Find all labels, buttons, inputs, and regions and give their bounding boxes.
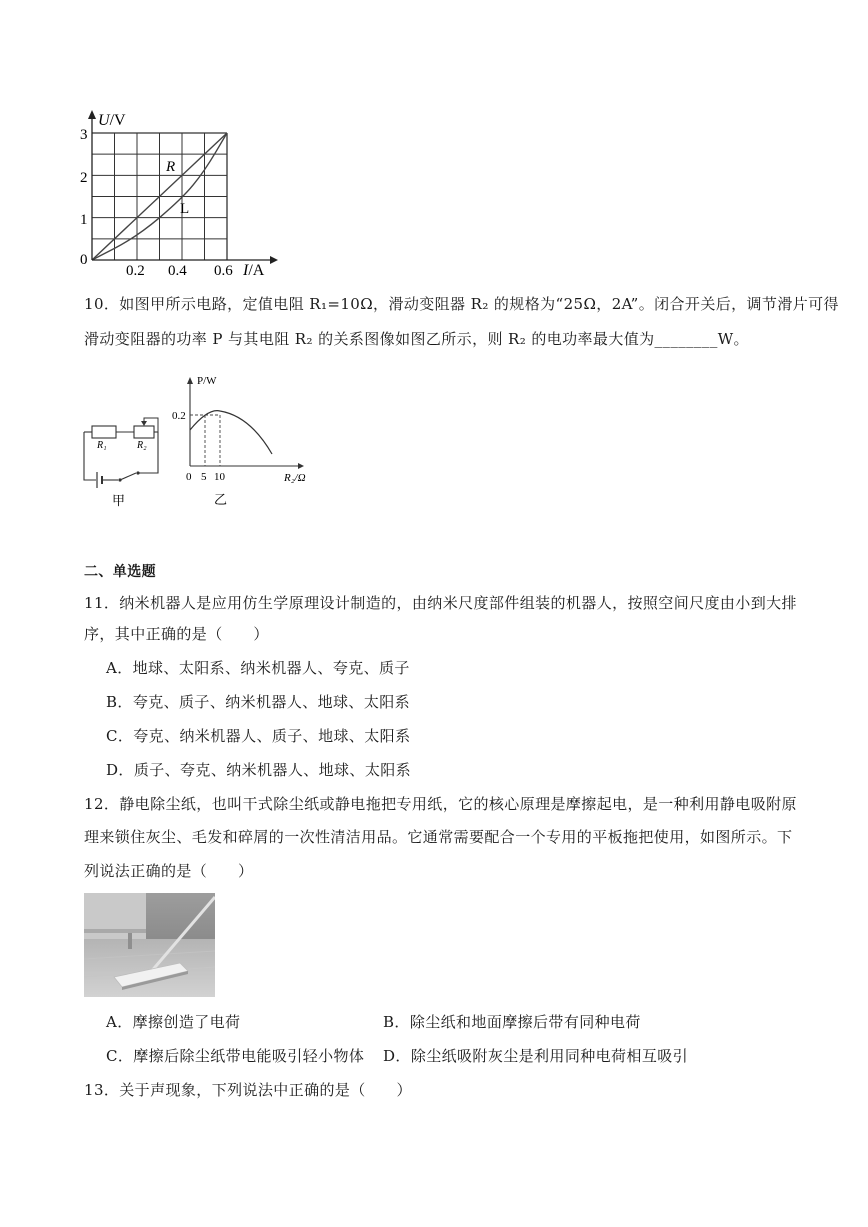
r2-label: R₂ [137, 440, 147, 451]
caption-jia: 甲 [112, 493, 126, 508]
y-axis-arrow [88, 110, 96, 119]
rheostat-r2 [134, 426, 154, 438]
y-tick-label: 2 [80, 170, 88, 186]
caption-yi: 乙 [214, 492, 228, 507]
curve-l-label: L [180, 201, 190, 217]
x-tick-label: 0.2 [126, 263, 145, 279]
power-resistance-graph [170, 368, 330, 508]
q12-option-a: A．摩擦创造了电荷 [106, 1013, 241, 1031]
q12-option-c: C．摩擦后除尘纸带电能吸引轻小物体 [106, 1047, 365, 1065]
q11-text-line-2: 序，其中正确的是（ ） [84, 625, 269, 643]
q10-text-line-1: 10．如图甲所示电路，定值电阻 R₁=10Ω，滑动变阻器 R₂ 的规格为“25Ω，2A”。闭合开关后，调节滑片可得 [84, 295, 839, 313]
q11-option-a: A．地球、太阳系、纳米机器人、夸克、质子 [106, 659, 410, 677]
x-tick-label: 0.4 [168, 263, 187, 279]
q13-text-line-1: 13．关于声现象，下列说法中正确的是（ ） [84, 1081, 412, 1099]
q12-option-b: B．除尘纸和地面摩擦后带有同种电荷 [383, 1013, 641, 1031]
q10-text-line-2: 滑动变阻器的功率 P 与其电阻 R₂ 的关系图像如图乙所示，则 R₂ 的电功率最大值为________W。 [84, 330, 749, 348]
y-tick-label: 0 [80, 252, 88, 268]
y-tick-label: 1 [80, 212, 88, 228]
circuit-diagram [78, 410, 173, 510]
mop-photo [84, 893, 215, 997]
u-i-graph [70, 105, 280, 280]
q12-option-d: D．除尘纸吸附灰尘是利用同种电荷相互吸引 [383, 1047, 689, 1065]
x-axis-arrow [270, 256, 278, 264]
curve-r-label: R [166, 159, 176, 175]
x-tick-label: 0.6 [214, 263, 233, 279]
q11-option-d: D．质子、夸克、纳米机器人、地球、太阳系 [106, 761, 412, 779]
x-axis-label: I/A [243, 262, 265, 279]
q11-option-c: C．夸克、纳米机器人、质子、地球、太阳系 [106, 727, 411, 745]
graph-y-tick: 0.2 [172, 410, 186, 422]
q12-text-line-3: 列说法正确的是（ ） [84, 862, 254, 880]
graph-x-tick: 10 [214, 471, 225, 483]
graph-x-label: R₂/Ω [284, 472, 306, 484]
graph-x-tick: 5 [201, 471, 207, 483]
y-tick-label: 3 [80, 127, 88, 143]
y-axis-label: U/V [98, 112, 126, 129]
resistor-r1 [92, 426, 116, 438]
q11-text-line-1: 11．纳米机器人是应用仿生学原理设计制造的，由纳米尺度部件组装的机器人，按照空间尺度由小到大排 [84, 594, 797, 612]
graph-y-label: P/W [197, 375, 217, 387]
graph-x-tick: 0 [186, 471, 192, 483]
power-curve [190, 411, 272, 454]
q12-text-line-2: 理来锁住灰尘、毛发和碎屑的一次性清洁用品。它通常需要配合一个专用的平板拖把使用，如图所示。下 [84, 828, 793, 846]
q11-option-b: B．夸克、质子、纳米机器人、地球、太阳系 [106, 693, 411, 711]
section-title: 二、单选题 [84, 564, 156, 580]
r1-label: R₁ [97, 440, 107, 451]
q12-text-line-1: 12．静电除尘纸，也叫干式除尘纸或静电拖把专用纸，它的核心原理是摩擦起电，是一种利用静电吸附原 [84, 795, 797, 813]
